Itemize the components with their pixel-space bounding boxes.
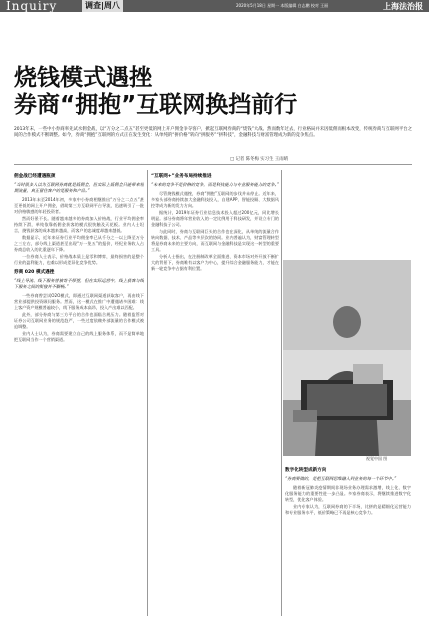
paragraph: 尽管烧钱模式遇挫，券商“拥抱”互联网的步伐并未停止。近年来，多家头部券商持续加大金融科技投入，自建APP、智能投顾、大数据风控等成为新的发力方向。 — [151, 191, 279, 208]
section-title-en: Inquiry — [6, 0, 58, 13]
headline-line-1: 烧钱模式遇挫 — [14, 65, 152, 91]
paragraph: 与此同时，券商与互联网巨头的合作也在深化，从单纯的流量合作转向数据、技术、产品等多层次的协同。业内普遍认为，财富管理转型将是券商未来的主要方向，而互联网与金融科技是实现这一转型的重要工具。 — [151, 229, 279, 252]
issue-info: 2020年5月18日 星期一 本版编辑 白志鹏 校对 王丽 — [236, 3, 329, 8]
pull-quote: “当时很多人以为互联网券商就是低佣金，但实际上低佣金只能带来短期流量，真正留住客户的是服务和产品。” — [14, 182, 144, 193]
lede-rule — [14, 164, 412, 165]
pull-quote: “未来的竞争不是价格的竞争，而是科技能力与专业服务能力的竞争。” — [151, 182, 279, 187]
section-heading: 数字化转型成新方向 — [285, 468, 327, 473]
section-heading: 佣金战已经遭遇瓶颈 — [14, 174, 56, 179]
article-photo — [283, 260, 411, 456]
section-heading: “互联网+”业务布局持续推进 — [151, 174, 212, 179]
newspaper-name: 上海法治报 — [383, 1, 423, 11]
paragraph: 随着新冠肺炎疫情期间非现场业务办理需求激增，线上化、数字化服务能力的重要性进一步凸显。多家券商表示，将继续推进数字化转型，优化客户体验。 — [285, 485, 411, 502]
paragraph: 业内专家认为，互联网券商的下半场，比拼的是精细化运营能力和专业服务水平，低价策略已不再是核心竞争力。 — [285, 504, 411, 515]
paragraph: 一些券商曾尝试O2O模式，即通过互联网渠道获取客户，再由线下营业部提供投资顾问服务。然而，这一模式在推广中遭遇诸多困难：线上客户资产规模普遍较小，线下服务成本高昂，投入产出难以匹配。 — [14, 293, 144, 310]
section-heading: 券商 020 模式遇挫 — [14, 270, 55, 275]
headline-line-2: 券商“拥抱”互联网换挡前行 — [14, 92, 298, 118]
paragraph: 业内人士认为，券商需要建立自己的线上服务体系，而不是简单地把互联网当作一个营销渠道。 — [14, 331, 144, 342]
article-column-3 — [285, 464, 411, 616]
paragraph: 然而好景不长。随着越来越多的券商加入价格战，行业平均佣金率持续下滑，单纯依靠低佣金获客的模式很快触及天花板。业内人士坦言，烧钱获客的成本越来越高，而客户的忠诚度却越来越低。 — [14, 216, 144, 233]
article-lede: 2013年末，一些中小券商率先试水佣金战，以“万分之二点五”甚至更低的网上开户佣金争夺客户，掀起互联网券商的“烧钱”大战。然而数年过去，行业格局并未因低佣而根本改变，传统券商与互联网平台之间的合作模式不断调整。如今，券商“拥抱”互联网的方式正在发生变化：从单纯的“拼价格”转向“拼服务”“拼科技”，金融科技与财富管理成为新的竞争焦点。 — [14, 127, 412, 139]
section-title-cn: 调查|周八 — [82, 0, 123, 12]
paragraph: 2013年末至2014年初，多家中小券商相继推出“万分之二点五”甚至更低的网上开户佣金，借助第三方互联网平台导流，迅速吸引了一批对价格敏感的年轻投资者。 — [14, 197, 144, 214]
pull-quote: “券商要做的，是把互联网思维融入到业务的每一个环节中。” — [285, 476, 397, 481]
article-column-2 — [151, 170, 279, 616]
article-column-1 — [14, 170, 144, 616]
column-divider — [281, 170, 282, 616]
column-divider — [147, 170, 148, 616]
paragraph: 据统计，2019年证券行业信息技术投入超过200亿元，同比增长明显。部分券商将年营业收入的一定比例用于科技研发，并设立专门的金融科技子公司。 — [151, 210, 279, 227]
paragraph: 一位券商人士表示，价格战本质上是零和博弈，最终损害的是整个行业的盈利能力，也难以形成差异化竞争优势。 — [14, 254, 144, 265]
photo-caption: 视觉中国 图 — [366, 456, 388, 461]
pull-quote: “线上导流、线下服务曾被寄予厚望，但在实际运营中，线上获客与线下服务之间的衔接并不顺畅。” — [14, 278, 144, 289]
paragraph: 数据显示，近年来证券行业平均佣金率已从千分之一以上降至万分之三左右，部分线上渠道甚至出现“万一免五”的报价，经纪业务收入占券商总收入的比重逐年下降。 — [14, 235, 144, 252]
paragraph: 分析人士指出，在注册制改革全面推进、资本市场对外开放不断扩大的背景下，券商唯有以客户为中心，提升综合金融服务能力，才能在新一轮竞争中占据有利位置。 — [151, 254, 279, 271]
article-byline: □ 记者 陈冬梅 实习生 王雨晴 — [230, 157, 289, 162]
paragraph: 此外，部分券商与第三方平台的合作也面临合规压力。随着监管对证券公司互联网业务的规范趋严，一些过度依赖外部流量的合作模式被迫调整。 — [14, 312, 144, 329]
